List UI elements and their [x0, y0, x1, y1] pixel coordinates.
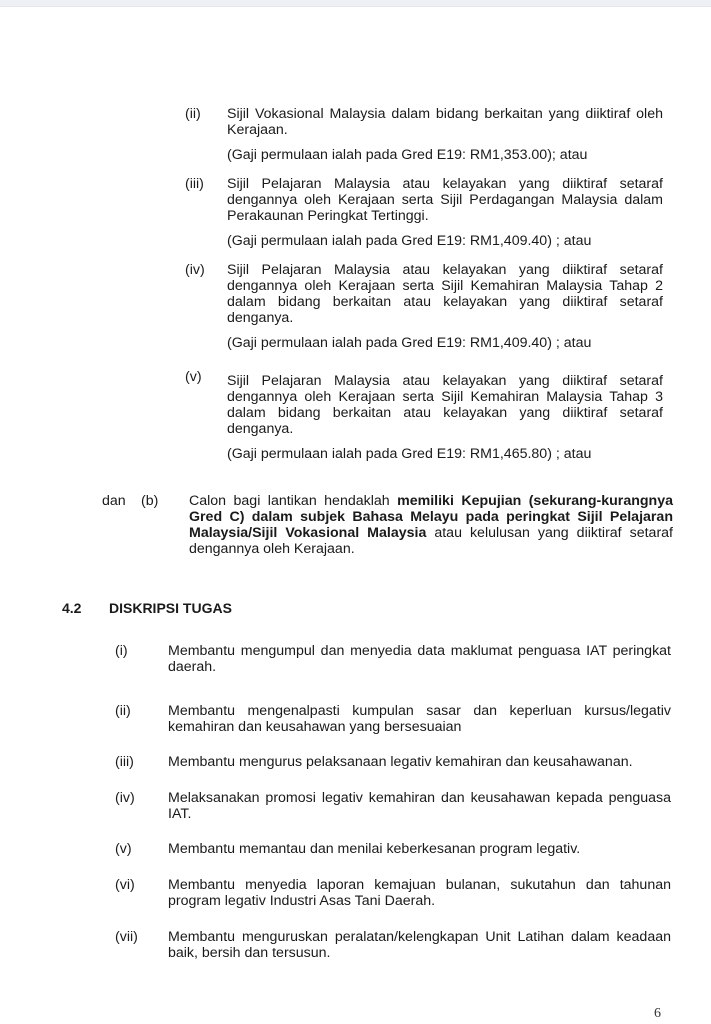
- duty-number: (vi): [115, 877, 135, 893]
- qualification-number: (v): [185, 369, 202, 385]
- qualification-number: (iv): [185, 262, 205, 278]
- salary-note: (Gaji permulaan ialah pada Gred E19: RM1,353.00); atau: [227, 147, 588, 163]
- duty-item: [115, 643, 671, 675]
- duty-text: Melaksanakan promosi legativ kemahiran dan keusahawan kepada penguasa IAT.: [168, 790, 671, 822]
- duty-number: (vii): [115, 929, 138, 945]
- qualification-item: [185, 262, 663, 351]
- requirement-text: [189, 493, 673, 557]
- section-number: 4.2: [62, 600, 82, 616]
- qualification-text: Sijil Pelajaran Malaysia atau kelayakan yang diiktiraf setaraf dengannya oleh Kerajaan serta Sijil Perdagangan Malaysia dalam Perakaunan Peringkat Tertinggi.: [227, 176, 663, 224]
- requirement-text-start: Calon bagi lantikan hendaklah: [189, 493, 398, 509]
- duty-text: Membantu mengumpul dan menyedia data maklumat penguasa IAT peringkat daerah.: [168, 643, 671, 675]
- duty-number: (ii): [115, 703, 131, 719]
- qualification-number: (iii): [185, 176, 204, 192]
- conjunction: dan: [102, 493, 126, 509]
- qualification-item: [185, 106, 663, 163]
- duty-item: [115, 929, 671, 961]
- salary-note: (Gaji permulaan ialah pada Gred E19: RM1,465.80) ; atau: [227, 446, 592, 462]
- duty-text: Membantu memantau dan menilai keberkesanan program legativ.: [168, 841, 581, 857]
- duty-item: [115, 754, 671, 770]
- requirement-label: (b): [141, 493, 159, 509]
- qualification-item: [185, 176, 663, 249]
- duty-number: (v): [115, 841, 132, 857]
- salary-note: (Gaji permulaan ialah pada Gred E19: RM1,409.40) ; atau: [227, 233, 592, 249]
- duty-item: [115, 790, 671, 822]
- qualification-item: [185, 369, 663, 462]
- duty-text: Membantu menyedia laporan kemajuan bulanan, sukutahun dan tahunan program legativ Industri Asas Tani Daerah.: [168, 877, 671, 909]
- salary-note: (Gaji permulaan ialah pada Gred E19: RM1,409.40) ; atau: [227, 335, 592, 351]
- qualification-text: Sijil Pelajaran Malaysia atau kelayakan yang diiktiraf setaraf dengannya oleh Kerajaan serta Sijil Kemahiran Malaysia Tahap 2 dalam bidang berkaitan atau kelayakan yang diiktiraf setaraf denganya.: [227, 262, 663, 326]
- requirement-text-bold: memiliki Kepujian (sekurang-kurangnya Gred C) dalam subjek Bahasa Melayu pada peringkat Sijil Pelajaran Malaysia/Sijil Vokasional Malaysia: [189, 493, 673, 541]
- duty-text: Membantu mengurus pelaksanaan legativ kemahiran dan keusahawanan.: [168, 754, 633, 770]
- duty-item: [115, 877, 671, 909]
- requirement-b: [102, 493, 673, 557]
- duty-number: (iv): [115, 790, 135, 806]
- requirement-text-end: atau kelulusan yang diiktiraf setaraf dengannya oleh Kerajaan.: [189, 525, 673, 557]
- qualification-text: Sijil Vokasional Malaysia dalam bidang berkaitan yang diiktiraf oleh Kerajaan.: [227, 106, 663, 138]
- duty-text: Membantu menguruskan peralatan/kelengkapan Unit Latihan dalam keadaan baik, bersih dan tersusun.: [168, 929, 671, 961]
- section-heading: [62, 600, 232, 616]
- qualification-number: (ii): [185, 106, 201, 122]
- section-title: DISKRIPSI TUGAS: [109, 600, 232, 616]
- duty-item: [115, 841, 671, 857]
- duty-number: (iii): [115, 754, 134, 770]
- page-number: 6: [654, 1006, 661, 1021]
- duty-item: [115, 703, 671, 735]
- duty-number: (i): [115, 643, 128, 659]
- duty-text: Membantu mengenalpasti kumpulan sasar dan keperluan kursus/legativ kemahiran dan keusahawan yang bersesuaian: [168, 703, 671, 735]
- qualification-text: Sijil Pelajaran Malaysia atau kelayakan yang diiktiraf setaraf dengannya oleh Kerajaan serta Sijil Kemahiran Malaysia Tahap 3 dalam bidang berkaitan atau kelayakan yang diiktiraf setaraf denganya.: [227, 373, 663, 437]
